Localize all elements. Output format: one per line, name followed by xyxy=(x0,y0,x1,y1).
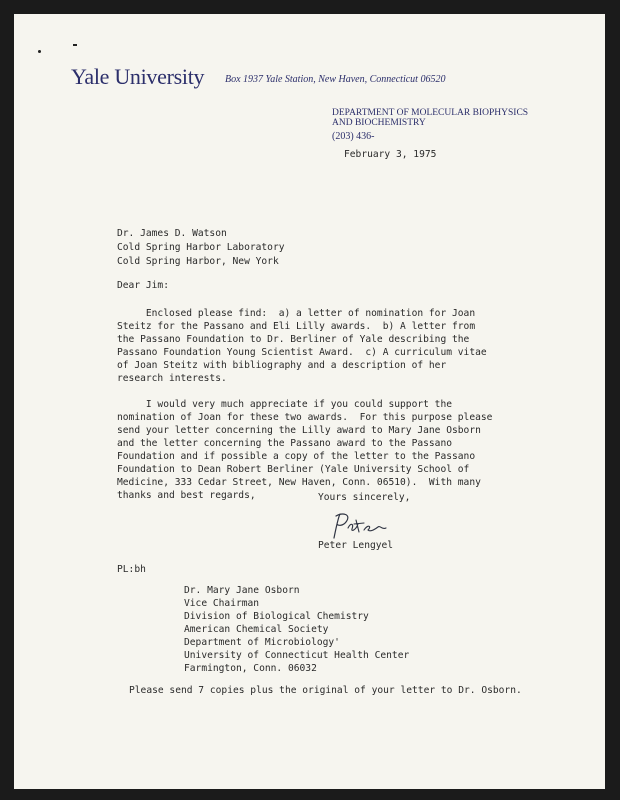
paragraph-line: the Passano Foundation to Dr. Berliner of Yale describing the xyxy=(117,334,470,345)
paragraph-line: Foundation to Dean Robert Berliner (Yale University School of xyxy=(117,464,470,475)
letter-page xyxy=(14,14,605,789)
cc-line: University of Connecticut Health Center xyxy=(184,650,410,661)
paragraph-line: send your letter concerning the Lilly award to Mary Jane Osborn xyxy=(117,425,481,436)
letterhead-address: Box 1937 Yale Station, New Haven, Connecticut 06520 xyxy=(225,74,446,85)
closing: Yours sincerely, xyxy=(318,492,411,503)
paragraph-line: of Joan Steitz with bibliography and a description of her xyxy=(117,360,447,371)
paragraph-line: Medicine, 333 Cedar Street, New Haven, Conn. 06510). With many xyxy=(117,477,481,488)
paragraph-line: nomination of Joan for these two awards. For this purpose please xyxy=(117,412,493,423)
cc-line: Vice Chairman xyxy=(184,598,260,609)
cc-line: Dr. Mary Jane Osborn xyxy=(184,585,300,596)
paragraph-line: I would very much appreciate if you could support the xyxy=(117,399,453,410)
department-phone: (203) 436- xyxy=(332,131,375,142)
recipient-location: Cold Spring Harbor, New York xyxy=(117,256,279,267)
recipient-institution: Cold Spring Harbor Laboratory xyxy=(117,242,285,253)
postscript: Please send 7 copies plus the original of your letter to Dr. Osborn. xyxy=(129,685,522,696)
cc-line: American Chemical Society xyxy=(184,624,329,635)
typist-initials: PL:bh xyxy=(117,564,146,575)
department-name-cont: AND BIOCHEMISTRY xyxy=(332,118,426,128)
paragraph-line: and the letter concerning the Passano award to the Passano xyxy=(117,438,453,449)
cc-line: Farmington, Conn. 06032 xyxy=(184,663,317,674)
paragraph-line: Steitz for the Passano and Eli Lilly awards. b) A letter from xyxy=(117,321,476,332)
paragraph-line: Foundation and if possible a copy of the letter to the Passano xyxy=(117,451,476,462)
paragraph-line: Enclosed please find: a) a letter of nomination for Joan xyxy=(117,308,476,319)
page-mark xyxy=(73,44,77,46)
paragraph-line: thanks and best regards, xyxy=(117,490,256,501)
institution-logo: Yale University xyxy=(71,64,205,89)
handwritten-signature xyxy=(326,510,396,544)
cc-line: Department of Microbiology' xyxy=(184,637,340,648)
paragraph-line: Passano Foundation Young Scientist Award. c) A curriculum vitae xyxy=(117,347,487,358)
recipient-name: Dr. James D. Watson xyxy=(117,228,227,239)
cc-line: Division of Biological Chemistry xyxy=(184,611,369,622)
department-name: DEPARTMENT OF MOLECULAR BIOPHYSICS xyxy=(332,108,529,118)
page-mark xyxy=(38,50,41,53)
letter-date: February 3, 1975 xyxy=(344,149,437,160)
paragraph-line: research interests. xyxy=(117,373,227,384)
salutation: Dear Jim: xyxy=(117,280,169,291)
signer-name: Peter Lengyel xyxy=(318,540,394,551)
